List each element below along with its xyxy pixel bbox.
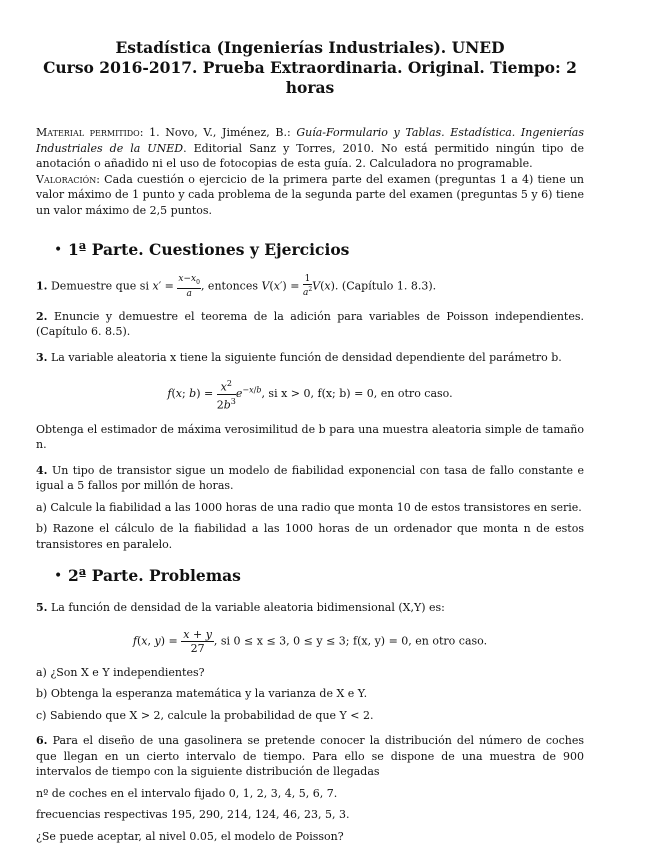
exam-title-line1: Estadística (Ingenierías Industriales). UNED (115, 38, 505, 57)
bullet-icon: • (54, 568, 63, 585)
question-3-number: 3. (36, 350, 48, 364)
material-paragraph (36, 125, 584, 218)
question-2-number: 2. (36, 309, 48, 323)
question-6-line1: nº de coches en el intervalo fijado 0, 1, 2, 3, 4, 5, 6, 7. (36, 786, 338, 800)
question-1-number: 1. (36, 279, 48, 293)
material-text-b: . Editorial Sanz y Torres, 2010. No está permitido ningún tipo de anotación o añadido ni el uso de fotocopias de esta guía. 2. Calculadora no programable. (36, 141, 584, 170)
exam-title-line2: Curso 2016-2017. Prueba Extraordinaria. Original. Tiempo: 2 horas (43, 58, 577, 97)
question-3-formula-tail: , si x > 0, f(x; b) = 0, en otro caso. (261, 387, 453, 401)
question-1-text-c: . (Capítulo 1. 8.3). (334, 279, 437, 293)
question-3-text: La variable aleatoria x tiene la siguiente función de densidad dependiente del parámetro b. (50, 350, 562, 364)
question-1: 1. Demuestre que si x′ = $\frac{x-x_0}{a}$ , entonces V(x′) = $\frac{1}{a^2}$ V(x). (Capítulo 1. 8.3). (36, 274, 437, 299)
material-label: Material permitido (36, 126, 140, 139)
question-5c: c) Sabiendo que X > 2, calcule la probabilidad de que Y < 2. (36, 708, 374, 722)
question-2-text: Enuncie y demuestre el teorema de la adición para variables de Poisson independientes. (Capítulo 6. 8.5). (36, 309, 584, 339)
question-4-text: Un tipo de transistor sigue un modelo de fiabilidad exponencial con tasa de fallo constante e igual a 5 fallos por millón de horas. (36, 463, 584, 493)
question-6-line3: ¿Se puede aceptar, al nivel 0.05, el modelo de Poisson? (36, 829, 344, 843)
book-title: Guía-Formulario y Tablas. Estadística. Ingenierías Industriales de la UNED (36, 126, 584, 155)
question-5b: b) Obtenga la esperanza matemática y la varianza de X e Y. (36, 687, 368, 701)
question-5-formula-tail: , si 0 ≤ x ≤ 3, 0 ≤ y ≤ 3; f(x, y) = 0, en otro caso. (213, 634, 488, 648)
valoracion-text: : Cada cuestión o ejercicio de la primera parte del examen (preguntas 1 a 4) tiene un valor máximo de 1 punto y cada problema de la segunda parte del examen (preguntas 5 y 6) tiene un valor máximo de 2,5 puntos. (36, 172, 584, 217)
question-5-text: La función de densidad de la variable aleatoria bidimensional (X,Y) es: (50, 601, 445, 615)
question-5a: a) ¿Son X e Y independientes? (36, 665, 205, 679)
question-4-number: 4. (36, 463, 48, 477)
exam-page (36, 38, 584, 844)
valoracion-label: Valoración (36, 172, 97, 186)
question-4 (36, 463, 584, 494)
question-2 (36, 309, 584, 340)
question-3-formula: f(x; b) = $\frac{x^2}{2b^3}$ $e^{-x/b}$, si x > 0, f(x; b) = 0, en otro caso. (167, 379, 453, 412)
part1-title: 1ª Parte. Cuestiones y Ejercicios (68, 240, 350, 259)
question-1-text-a: Demuestre que si (50, 279, 153, 293)
question-5 (36, 600, 584, 616)
question-6-text: Para el diseño de una gasolinera se pretende conocer la distribución del número de coches que llegan en un cierto intervalo de tiempo. Para ello se dispone de una muestra de 900 intervalos de tiempo con la siguiente distribución de llegadas (36, 734, 585, 779)
question-5-number: 5. (36, 601, 48, 615)
question-4b: b) Razone el cálculo de la fiabilidad a las 1000 horas de un ordenador que monta n de estos transistores en paralelo. (36, 522, 584, 551)
material-text-a: : 1. Novo, V., Jiménez, B.: (139, 126, 297, 139)
question-6-line2: frecuencias respectivas 195, 290, 214, 124, 46, 23, 5, 3. (36, 808, 350, 822)
question-1-text-b: , entonces (200, 279, 262, 293)
part1-heading (36, 240, 584, 264)
part2-title: 2ª Parte. Problemas (68, 566, 241, 586)
question-4a: a) Calcule la fiabilidad a las 1000 horas de una radio que monta 10 de estos transistores en serie. (36, 500, 582, 514)
question-3 (36, 350, 584, 366)
part2-heading (36, 566, 584, 590)
question-3-after: Obtenga el estimador de máxima verosimilitud de b para una muestra aleatoria simple de tamaño n. (36, 422, 584, 452)
question-6 (36, 733, 584, 780)
question-5-formula: f(x, y) = $\frac{x + y}{27}$ , si 0 ≤ x ≤ 3, 0 ≤ y ≤ 3; f(x, y) = 0, en otro caso. (132, 627, 488, 655)
question-6-number: 6. (36, 734, 48, 748)
bullet-icon: • (54, 242, 63, 258)
